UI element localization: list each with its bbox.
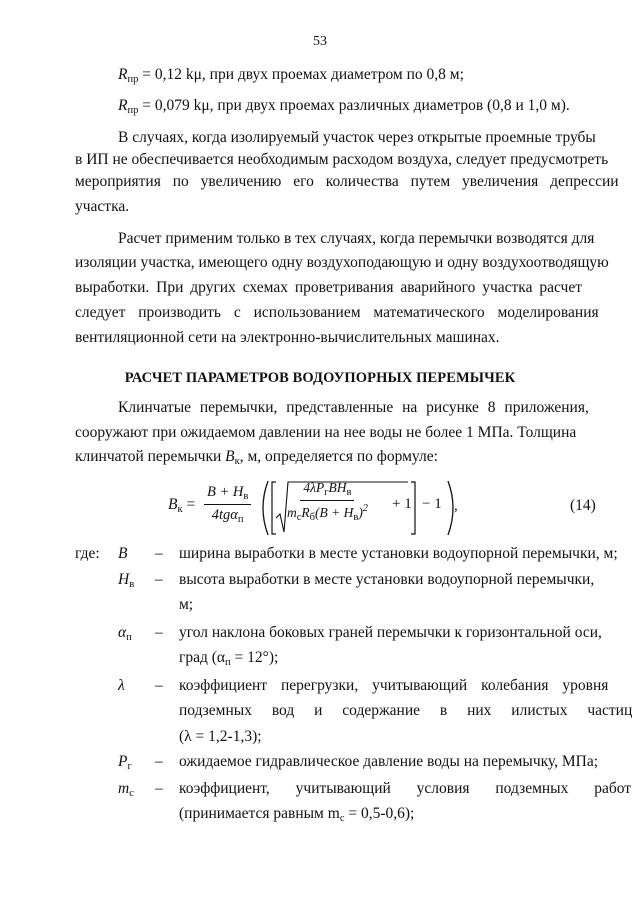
inner-fraction: $4\lambda P_гBH_в$ $m_сR_б(B + H_в)^2$	[287, 480, 368, 523]
def-text-lambda-1: коэффициент перегрузки, учитывающий колебания уровня	[179, 677, 609, 694]
def-symbol-b: B	[118, 545, 128, 562]
para3-line-2: сооружают при ожидаемом давлении на нее воды не более 1 МПа. Толщина	[75, 424, 577, 441]
page-number: 53	[313, 34, 327, 49]
def-dash: –	[155, 677, 163, 694]
def-text-alpha-2: град $(\alpha_п = 12^\circ)$;	[179, 649, 279, 668]
def-dash: –	[155, 753, 163, 770]
def-dash: –	[155, 624, 163, 641]
def-symbol-m: $m_с$	[118, 780, 134, 799]
para1-line-1: В случаях, когда изолируемый участок через открытые проемные трубы	[118, 129, 596, 146]
r-subscript: пр	[127, 105, 139, 116]
r-description: при двух проемах различных диаметров (0,8 и 1,0 м).	[217, 97, 570, 114]
equation-number: (14)	[570, 497, 596, 514]
def-symbol-alpha: $\alpha_п$	[118, 624, 132, 643]
para2-line-4: следует производить с использованием математического моделирования	[75, 304, 599, 321]
def-text-p: ожидаемое гидравлическое давление воды на перемычку, МПа;	[179, 753, 599, 770]
def-text-alpha-1: угол наклона боковых граней перемычки к горизонтальной оси,	[179, 624, 602, 641]
r-symbol: R	[118, 97, 128, 114]
where-label: где:	[75, 545, 100, 562]
def-text-h-2: м;	[179, 596, 194, 613]
r-value: = 0,12 kμ,	[142, 66, 206, 83]
def-symbol-p: $P_г$	[118, 753, 132, 772]
para2-line-1: Расчет применим только в тех случаях, когда перемычки возводятся для	[118, 230, 595, 247]
r-description: при двух проемах диаметром по 0,8 м;	[209, 66, 464, 83]
para3-line-1: Клинчатые перемычки, представленные на рисунке 8 приложения,	[118, 399, 589, 416]
def-text-b: ширина выработки в месте установки водоупорной перемычки, м;	[179, 545, 618, 562]
section-heading: РАСЧЕТ ПАРАМЕТРОВ ВОДОУПОРНЫХ ПЕРЕМЫЧЕК	[124, 370, 516, 386]
minus-one: − 1	[422, 496, 442, 512]
def-text-lambda-3: (λ = 1,2-1,3);	[179, 728, 262, 745]
para1-line-4: участка.	[75, 198, 130, 215]
def-text-lambda-2: подземных вод и содержание в них илистых частиц	[179, 702, 633, 719]
def-dash: –	[155, 780, 163, 797]
para2-line-5: вентиляционной сети на электронно-вычислительных машинах.	[75, 329, 500, 346]
def-dash: –	[155, 545, 163, 562]
formula-lhs: $B_к$ =	[168, 496, 196, 515]
def-text-h-1: высота выработки в месте установки водоупорной перемычки,	[179, 571, 595, 588]
def-symbol-h: $H_в$	[118, 571, 135, 590]
formula-14: $B_к$ = $B + H_в$ 4tgα$_п$ $4\lambda P_гBH_в$ $m_сR_б(B + H_в)^2$ + 1 − 1 ,	[168, 478, 458, 538]
def-text-m-2: (принимается равным $m_с = 0,5-0,6$);	[179, 805, 415, 824]
r-subscript: пр	[127, 74, 139, 85]
plus-one: + 1	[392, 496, 412, 512]
r-symbol: R	[118, 66, 128, 83]
para1-line-2: в ИП не обеспечивается необходимым расходом воздуха, следует предусмотреть	[75, 151, 609, 168]
def-text-m-1: коэффициент, учитывающий условия подземных работ	[179, 780, 632, 797]
para2-line-2: изоляции участка, имеющего одну воздухоподающую и одну воздухоотводящую	[75, 254, 609, 271]
def-dash: –	[155, 571, 163, 588]
para3-line-3: клинчатой перемычки $B_к$, м, определяется по формуле:	[75, 448, 438, 467]
r-value: = 0,079 kμ,	[142, 97, 214, 114]
r-formula-line-1	[118, 65, 464, 90]
outer-fraction: $B + H_в$ 4tgα$_п$	[204, 484, 251, 525]
para1-line-3: мероприятия по увеличению его количества путем увеличения депрессии	[75, 173, 619, 190]
para2-line-3: выработки. При других схемах проветривания аварийного участка расчет	[75, 279, 582, 296]
def-symbol-lambda: λ	[118, 677, 125, 694]
r-formula-line-2	[118, 96, 570, 121]
